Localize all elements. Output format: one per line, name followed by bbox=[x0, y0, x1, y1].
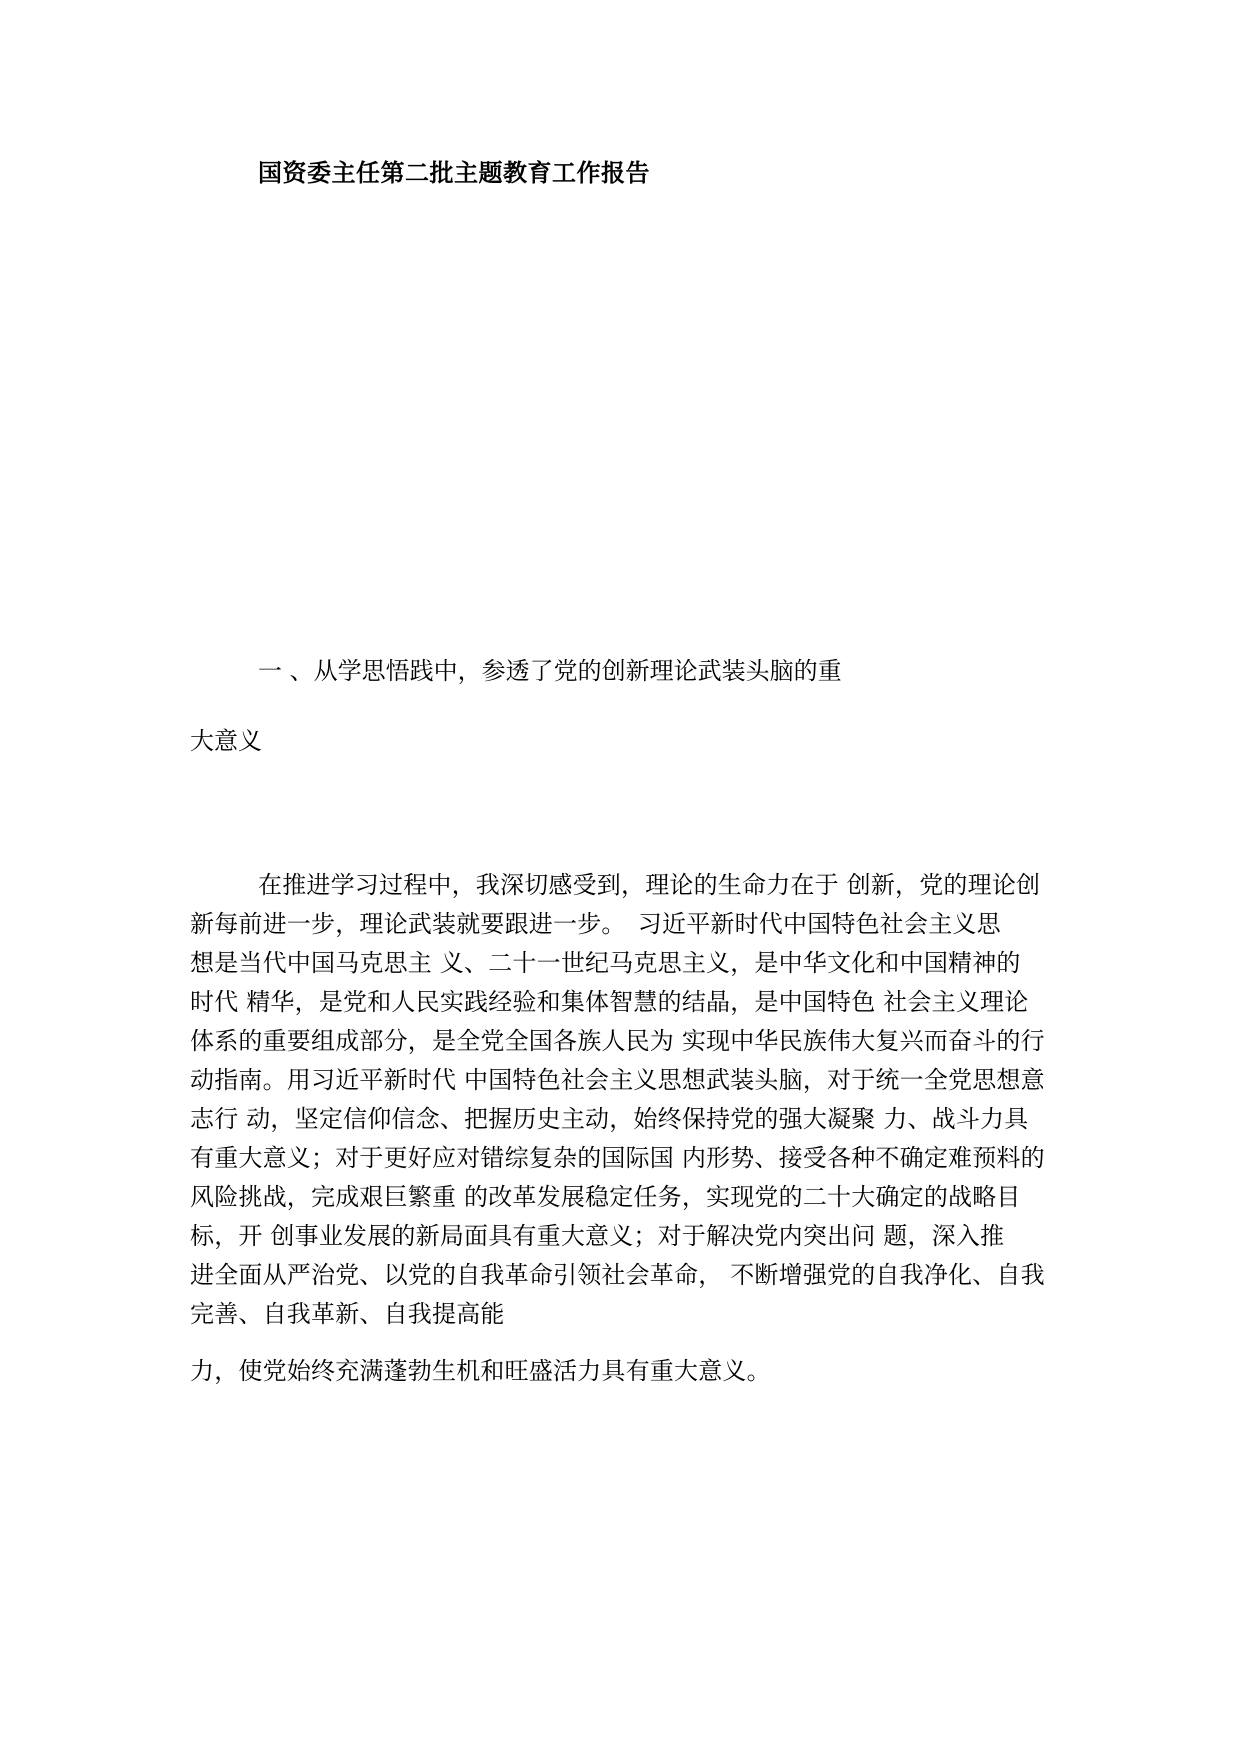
paragraph-line: 有重大意义；对于更好应对错综复杂的国际国 内形势、接受各种不确定难预料的 bbox=[190, 1144, 1045, 1172]
paragraph-line: 标，开 创事业发展的新局面具有重大意义；对于解决党内突出问 题，深入推 bbox=[190, 1222, 1005, 1250]
paragraph-line: 志行 动，坚定信仰信念、把握历史主动，始终保持党的强大凝聚 力、战斗力具 bbox=[190, 1105, 1029, 1133]
paragraph-line: 体系的重要组成部分，是全党全国各族人民为 实现中华民族伟大复兴而奋斗的行 bbox=[190, 1027, 1045, 1055]
section-heading-line: 一 、从学思悟践中，参透了党的创新理论武装头脑的重 bbox=[258, 657, 842, 685]
document-title: 国资委主任第二批主题教育工作报告 bbox=[258, 159, 650, 187]
paragraph-line: 新每前进一步，理论武装就要跟进一步。 习近平新时代中国特色社会主义思 bbox=[190, 910, 1001, 938]
paragraph-line: 完善、自我革新、自我提高能 bbox=[190, 1300, 505, 1328]
paragraph-line: 力，使党始终充满蓬勃生机和旺盛活力具有重大意义。 bbox=[190, 1357, 771, 1385]
paragraph-line: 进全面从严治党、以党的自我革命引领社会革命， 不断增强党的自我净化、自我 bbox=[190, 1261, 1045, 1289]
section-heading-line: 大意义 bbox=[190, 727, 262, 755]
paragraph-line: 想是当代中国马克思主 义、二十一世纪马克思主义，是中华文化和中国精神的 bbox=[190, 949, 1021, 977]
section-heading bbox=[190, 636, 1070, 776]
paragraph-line: 在推进学习过程中，我深切感受到，理论的生命力在于 创新，党的理论创 bbox=[258, 871, 1041, 899]
paragraph-line: 时代 精华，是党和人民实践经验和集体智慧的结晶，是中国特色 社会主义理论 bbox=[190, 988, 1029, 1016]
body-paragraph bbox=[190, 866, 1070, 1391]
paragraph-line: 风险挑战，完成艰巨繁重 的改革发展稳定任务，实现党的二十大确定的战略目 bbox=[190, 1183, 1021, 1211]
paragraph-line: 动指南。用习近平新时代 中国特色社会主义思想武装头脑，对于统一全党思想意 bbox=[190, 1066, 1045, 1094]
